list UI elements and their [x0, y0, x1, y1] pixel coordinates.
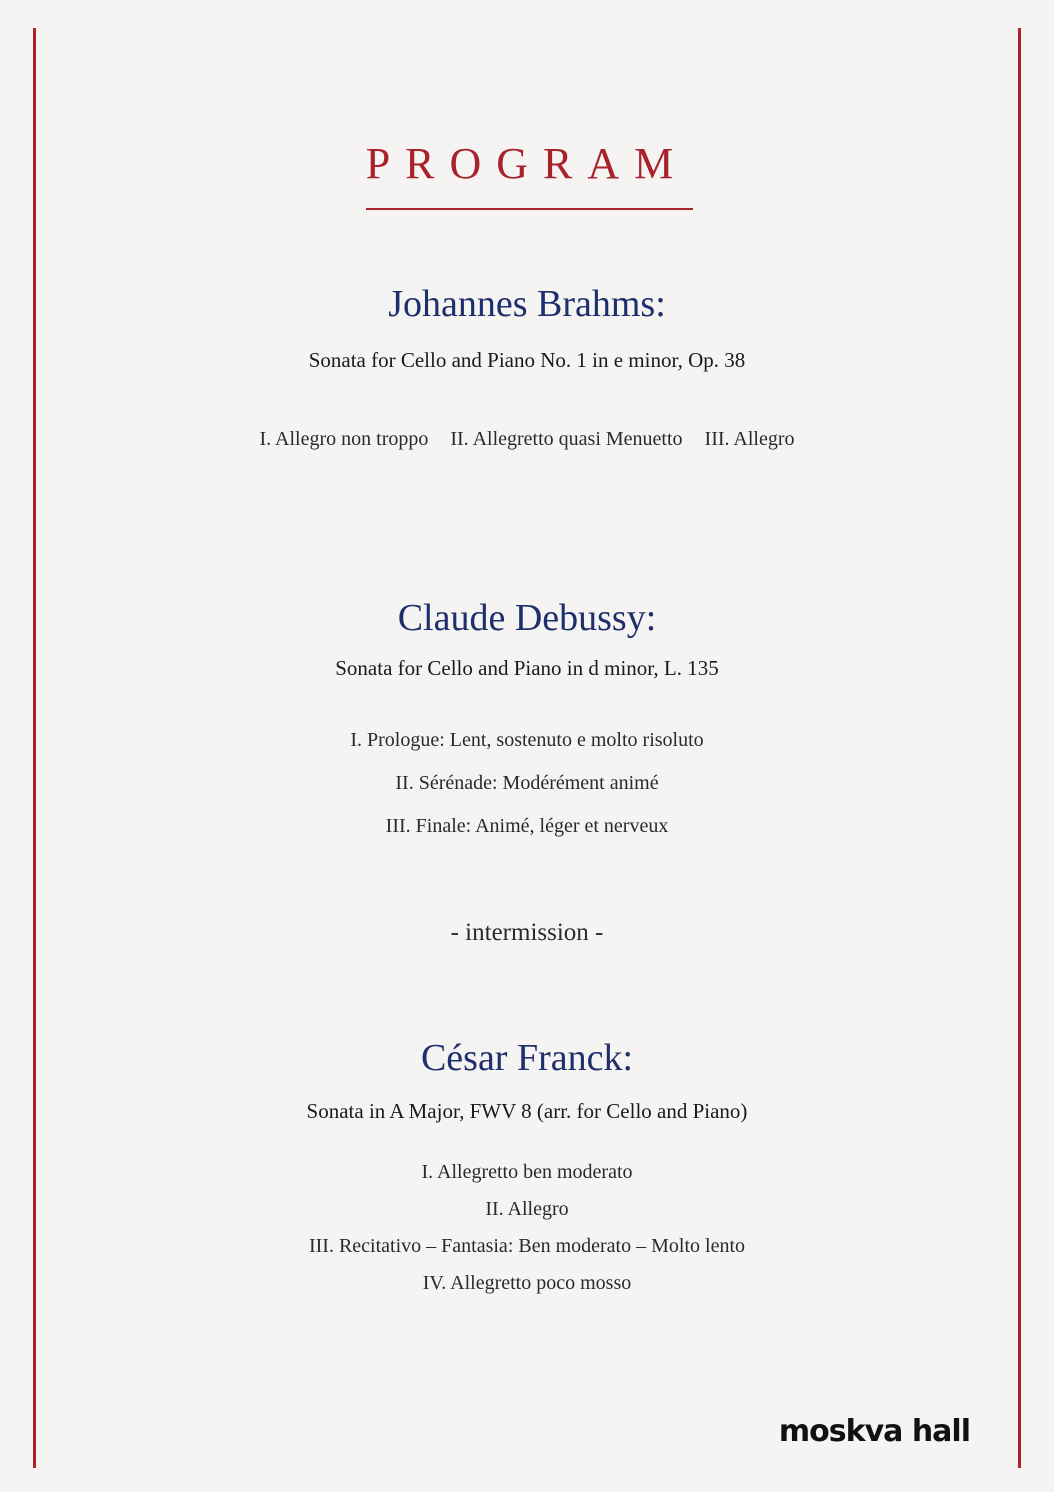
- movement-item: I. Allegro non troppo: [259, 428, 429, 450]
- work-brahms: Sonata for Cello and Piano No. 1 in e minor, Op. 38: [308, 348, 746, 372]
- work-debussy: Sonata for Cello and Piano in d minor, L. 135: [335, 656, 719, 680]
- title-underline: [366, 208, 693, 210]
- movement-item: II. Sérénade: Modérément animé: [395, 772, 659, 794]
- movement-item: III. Recitativo – Fantasia: Ben moderato – Molto lento: [308, 1235, 745, 1257]
- movements-brahms: [0, 428, 1054, 451]
- composer-debussy: Claude Debussy:: [397, 597, 657, 639]
- moskva-hall-logo: moskva hall: [778, 1414, 970, 1449]
- work-franck: Sonata in A Major, FWV 8 (arr. for Cello and Piano): [306, 1099, 748, 1123]
- intermission-label: - intermission -: [450, 919, 604, 946]
- composer-brahms: Johannes Brahms:: [388, 283, 666, 325]
- composer-franck: César Franck:: [420, 1037, 634, 1079]
- movement-item: III. Allegro: [704, 428, 795, 450]
- page-title: PROGRAM: [365, 139, 689, 188]
- movement-item: I. Allegretto ben moderato: [421, 1161, 633, 1183]
- movement-item: II. Allegro: [485, 1198, 569, 1220]
- movement-item: II. Allegretto quasi Menuetto: [450, 428, 683, 450]
- movement-item: IV. Allegretto poco mosso: [422, 1272, 632, 1294]
- movement-item: III. Finale: Animé, léger et nerveux: [385, 815, 669, 837]
- movement-item: I. Prologue: Lent, sostenuto e molto risoluto: [350, 729, 704, 751]
